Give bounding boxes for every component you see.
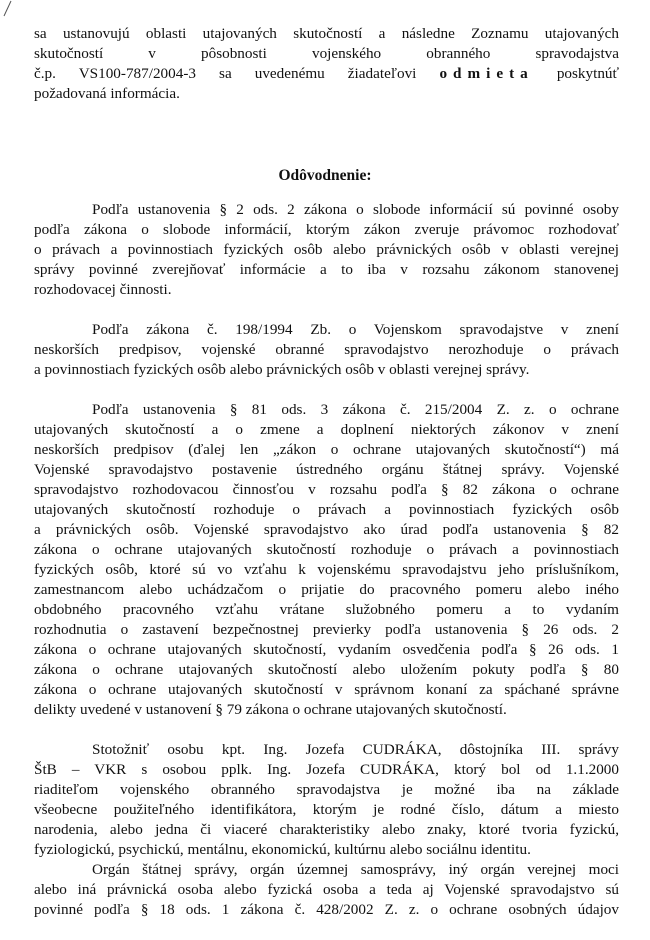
paragraph-line: ŠtB – VKR s osobou pplk. Ing. Jozefa CUDRÁKA, ktorý bol od 1.1.2000 [34, 761, 619, 778]
intro-line: sa ustanovujú oblasti utajovaných skutočností a následne Zoznamu utajovaných [34, 25, 619, 42]
paragraph-line: riaditeľom vojenského obranného spravodajstva je možné iba na základe [34, 781, 619, 798]
paragraph-line: všeobecne použiteľného identifikátora, ktorým je rodné číslo, dátum a miesto [34, 801, 619, 818]
intro-line: skutočností v pôsobnosti vojenského obranného spravodajstva [34, 45, 619, 62]
paragraph-line: utajovaných skutočností rozhoduje o právach a povinnostiach fyzických osôb [34, 501, 619, 518]
paragraph-line: neskorších predpisov (ďalej len „zákon o ochrane utajovaných skutočností“) má [34, 441, 619, 458]
paragraph-line: a právnických osôb. Vojenské spravodajstvo ako úrad podľa ustanovenia § 82 [34, 521, 619, 538]
intro-line: požadovaná informácia. [34, 85, 180, 102]
paragraph-line: zákona o ochrane utajovaných skutočností rozhoduje o právach a povinnostiach [34, 541, 619, 558]
paragraph-line: utajovaných skutočností a o zmene a doplnení niektorých zákonov v znení [34, 421, 619, 438]
paragraph-line: spravodajstvo rozhodovacou činnosťou v rozsahu podľa § 82 zákona o ochrane [34, 481, 619, 498]
paragraph-line: správy povinné zverejňovať informácie a to iba v rozsahu zákonom stanovenej [34, 261, 619, 278]
paragraph-line: zákona o ochrane utajovaných skutočností, vydaním osvedčenia podľa § 26 ods. 1 [34, 641, 619, 658]
paragraph-line: povinné podľa § 18 ods. 1 zákona č. 428/2002 Z. z. o ochrane osobných údajov [34, 901, 619, 918]
paragraph-line: o právach a povinnostiach fyzických osôb alebo právnických osôb v oblasti verejnej [34, 241, 619, 258]
paragraph-line: delikty uvedené v ustanovení § 79 zákona o ochrane utajovaných skutočností. [34, 701, 507, 718]
paragraph-line: Podľa ustanovenia § 2 ods. 2 zákona o slobode informácií sú povinné osoby [92, 201, 619, 218]
pen-mark-icon [2, 0, 12, 18]
paragraph-line: fyziologickú, psychickú, mentálnu, ekonomickú, kultúrnu alebo sociálnu identitu. [34, 841, 531, 858]
paragraph-line: zákona o ochrane utajovaných skutočností alebo uložením pokuty podľa § 80 [34, 661, 619, 678]
paragraph-line: fyzických osôb, ktoré sú vo vzťahu k vojenskému spravodajstvu jeho príslušníkom, [34, 561, 619, 578]
paragraph-line: a povinnostiach fyzických osôb alebo právnických osôb v oblasti verejnej správy. [34, 361, 530, 378]
paragraph-line: zákona o ochrane utajovaných skutočností v správnom konaní za spáchané správne [34, 681, 619, 698]
intro-tail: poskytnúť [556, 65, 619, 82]
paragraph-line: podľa zákona o slobode informácií, ktorým zákon zveruje právomoc rozhodovať [34, 221, 619, 238]
paragraph-line: rozhodnutia o zastavení bezpečnostnej previerky podľa ustanovenia § 26 ods. 2 [34, 621, 619, 638]
intro-line-decision [34, 64, 619, 84]
intro-reference: č.p. VS100-787/2004-3 sa uvedenému žiadateľovi [34, 65, 417, 82]
paragraph-line: narodenia, alebo jedna či viaceré charakteristiky alebo znaky, ktoré tvoria fyzickú, [34, 821, 619, 838]
paragraph-line: neskorších predpisov, vojenské obranné spravodajstvo nerozhoduje o právach [34, 341, 619, 358]
paragraph-line: Podľa zákona č. 198/1994 Zb. o Vojenskom spravodajstve v znení [92, 321, 619, 338]
paragraph-line: obdobného pracovného vzťahu vrátane služobného pomeru a to vydaním [34, 601, 619, 618]
paragraph-line: Stotožniť osobu kpt. Ing. Jozefa CUDRÁKA, dôstojníka III. správy [92, 741, 619, 758]
paragraph-line: Podľa ustanovenia § 81 ods. 3 zákona č. 215/2004 Z. z. o ochrane [92, 401, 619, 418]
decision-emphasis: odmieta [439, 65, 534, 82]
paragraph-line: Vojenské spravodajstvo postavenie ústredného orgánu štátnej správy. Vojenské [34, 461, 619, 478]
section-heading: Odôvodnenie: [278, 167, 372, 184]
paragraph-line: alebo iná právnická osoba alebo fyzická osoba a teda aj Vojenské spravodajstvo sú [34, 881, 619, 898]
paragraph-line: rozhodovacej činnosti. [34, 281, 172, 298]
paragraph-line: Orgán štátnej správy, orgán územnej samosprávy, iný orgán verejnej moci [92, 861, 619, 878]
paragraph-line: zamestnancom alebo uchádzačom o prijatie do pracovného pomeru alebo iného [34, 581, 619, 598]
